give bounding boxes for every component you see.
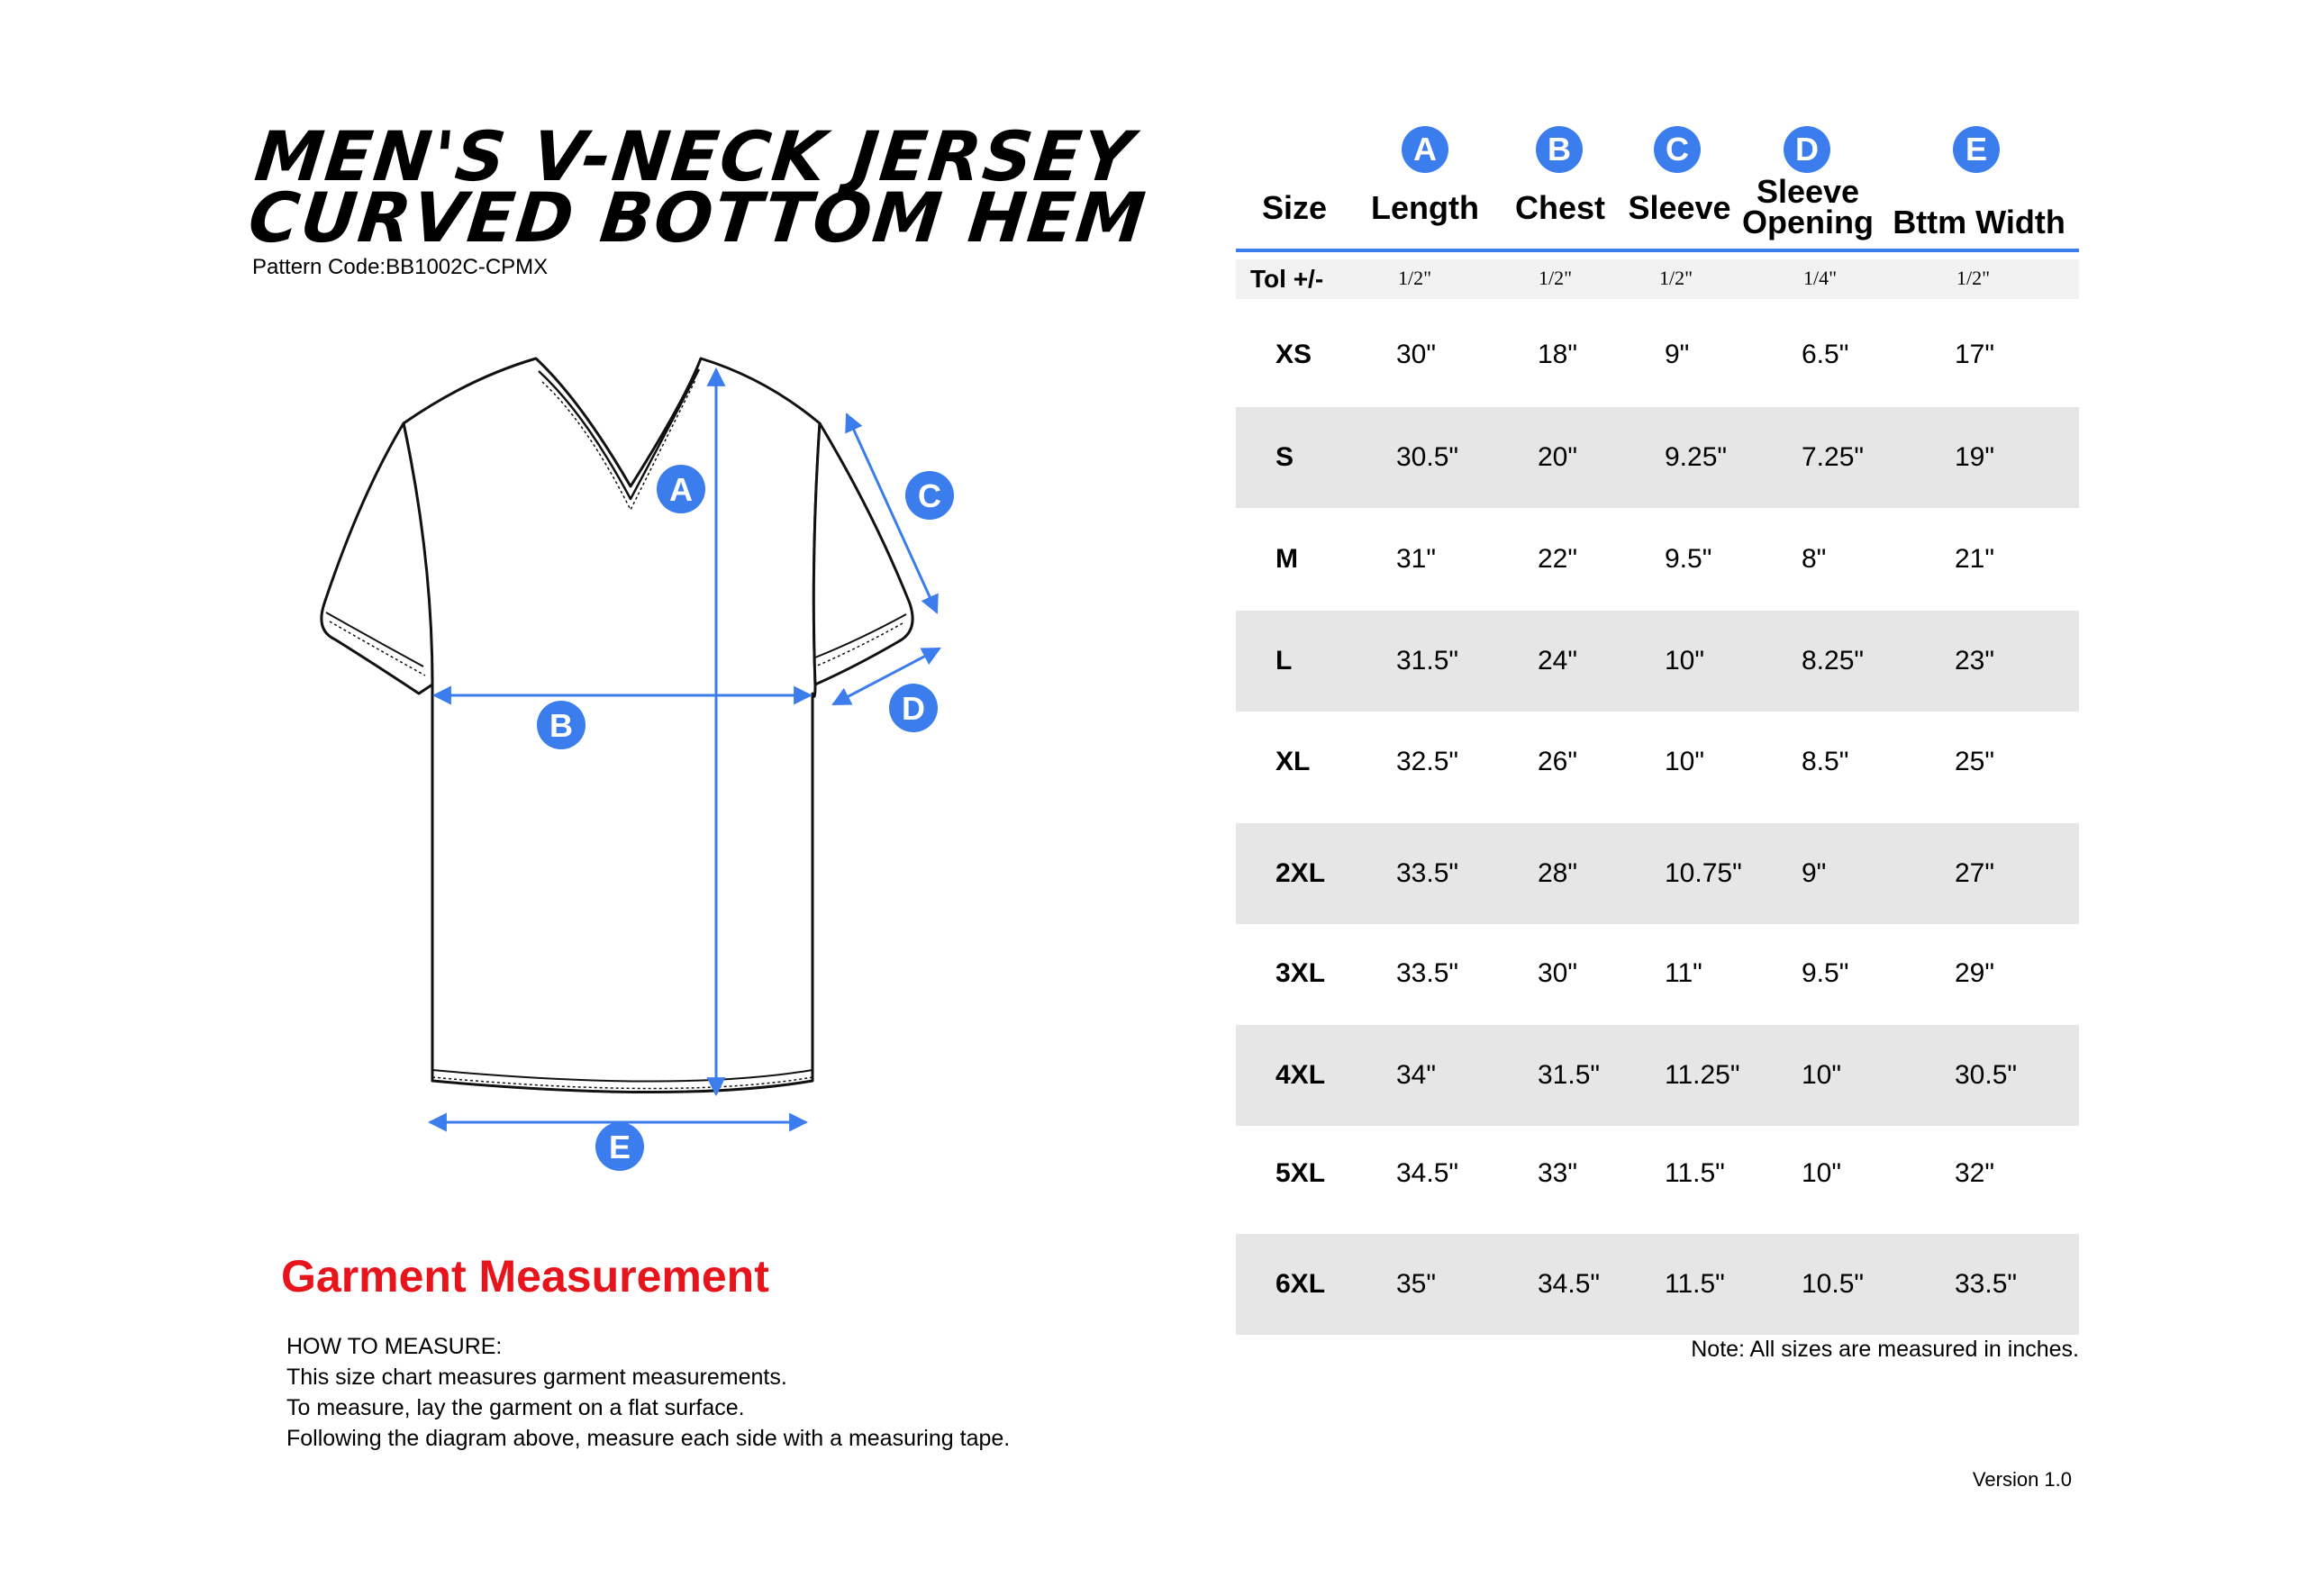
size-label: M: [1276, 544, 1298, 574]
measurement-cell: 28": [1538, 858, 1578, 888]
measurement-cell: 33.5": [1955, 1269, 2018, 1299]
size-label: 2XL: [1276, 858, 1326, 888]
measurement-cell: 10": [1802, 1060, 1842, 1090]
badge-e: E: [1953, 126, 2000, 173]
measurement-cell: 22": [1538, 544, 1578, 574]
diagram-label-a: A: [669, 471, 693, 508]
measurement-cell: 9.5": [1665, 544, 1712, 574]
measurement-cell: 11.5": [1665, 1269, 1725, 1299]
size-row: [1236, 1123, 2079, 1224]
measurement-cell: 29": [1955, 958, 1995, 988]
measurement-cell: 17": [1955, 340, 1995, 369]
measurement-cell: 9": [1802, 858, 1827, 888]
size-row: [1236, 712, 2079, 812]
measurement-cell: 6.5": [1802, 340, 1849, 369]
measurement-cell: 10": [1665, 747, 1705, 776]
size-label: 3XL: [1276, 958, 1326, 988]
garment-measurement-title: Garment Measurement: [281, 1251, 769, 1301]
measurement-cell: 24": [1538, 646, 1578, 676]
badge-a: A: [1402, 126, 1448, 173]
measurement-cell: 11.5": [1665, 1158, 1725, 1188]
measurement-cell: 18": [1538, 340, 1578, 369]
measurement-cell: 26": [1538, 747, 1578, 776]
tolerance-cell: 1/2": [1956, 267, 1991, 289]
size-row: [1236, 611, 2079, 712]
header-bottom-width: Bttm Width: [1893, 204, 2065, 240]
header-length: Length: [1371, 189, 1479, 226]
tolerance-row: [1236, 259, 2079, 299]
measurement-cell: 34.5": [1538, 1269, 1601, 1299]
diagram-label-d: D: [902, 690, 925, 727]
measurement-cell: 33.5": [1396, 958, 1459, 988]
diagram-label-b: B: [549, 707, 573, 744]
size-label: L: [1276, 646, 1293, 676]
howto-line: To measure, lay the garment on a flat surface.: [286, 1395, 745, 1420]
diagram-label-c: C: [918, 477, 941, 514]
diagram-label-e: E: [608, 1129, 631, 1165]
howto-line: Following the diagram above, measure each side with a measuring tape.: [286, 1426, 1011, 1451]
size-label: XL: [1276, 747, 1311, 776]
tolerance-cell: 1/4": [1803, 267, 1838, 289]
measurement-cell: 30.5": [1396, 442, 1459, 472]
measurement-cell: 30": [1396, 340, 1437, 369]
header-opening-line1: Sleeve: [1756, 173, 1860, 210]
measurement-cell: 33": [1538, 1158, 1578, 1188]
measurement-cell: 35": [1396, 1269, 1437, 1299]
measurement-cell: 31.5": [1396, 646, 1459, 676]
how-to-measure: [286, 1331, 1010, 1454]
measurement-cell: 7.25": [1802, 442, 1865, 472]
tolerance-cell: 1/2": [1539, 267, 1573, 289]
size-label: S: [1276, 442, 1294, 472]
size-row: [1236, 407, 2079, 508]
size-row: [1236, 304, 2079, 405]
measurement-cell: 32.5": [1396, 747, 1459, 776]
measurement-cell: 11.25": [1665, 1060, 1740, 1090]
measurement-cell: 10.75": [1665, 858, 1742, 888]
size-table: [1236, 126, 2079, 1333]
measurement-cell: 10.5": [1802, 1269, 1865, 1299]
jersey-outline: [322, 358, 912, 1093]
tolerance-cell: 1/2": [1398, 267, 1432, 289]
title-line-1: MEN'S V-NECK JERSEY: [250, 116, 1139, 196]
measurement-cell: 19": [1955, 442, 1995, 472]
header-opening-line2: Opening: [1742, 204, 1874, 240]
measurement-cell: 11": [1665, 958, 1702, 988]
size-row: [1236, 509, 2079, 610]
howto-line: HOW TO MEASURE:: [286, 1334, 503, 1359]
title-line-2: CURVED BOTTOM HEM: [244, 177, 1151, 258]
size-row: [1236, 1234, 2079, 1335]
measurement-cell: 32": [1955, 1158, 1995, 1188]
header-size: Size: [1261, 189, 1328, 226]
tolerance-cell: 1/2": [1659, 267, 1693, 289]
measurement-cell: 9.25": [1665, 442, 1728, 472]
jersey-diagram: [297, 333, 1000, 1198]
measurement-cell: 30.5": [1955, 1060, 2018, 1090]
measurement-cell: 31": [1396, 544, 1437, 574]
measurement-cell: 34.5": [1396, 1158, 1459, 1188]
badge-d: D: [1784, 126, 1830, 173]
page-title: [244, 116, 1156, 258]
size-label: 4XL: [1276, 1060, 1326, 1090]
pattern-code: Pattern Code:BB1002C-CPMX: [252, 255, 549, 279]
size-row: [1236, 923, 2079, 1024]
measurement-cell: 21": [1955, 544, 1995, 574]
size-label: 5XL: [1276, 1158, 1326, 1188]
tolerance-label: Tol +/-: [1250, 265, 1324, 293]
size-row: [1236, 823, 2079, 924]
size-label: 6XL: [1276, 1269, 1326, 1299]
header-chest: Chest: [1514, 189, 1606, 226]
header-sleeve-opening: [1740, 173, 1875, 240]
measurement-cell: 33.5": [1396, 858, 1459, 888]
measurement-cell: 34": [1396, 1060, 1437, 1090]
units-note: Note: All sizes are measured in inches.: [1691, 1337, 2079, 1362]
measurement-cell: 8": [1802, 544, 1827, 574]
badge-c: C: [1654, 126, 1701, 173]
measurement-cell: 27": [1955, 858, 1995, 888]
measurement-cell: 25": [1955, 747, 1995, 776]
measurement-cell: 8.5": [1802, 747, 1849, 776]
measurement-cell: 8.25": [1802, 646, 1865, 676]
header-divider: [1236, 249, 2079, 252]
measurement-cell: 23": [1955, 646, 1995, 676]
measurement-cell: 9.5": [1802, 958, 1849, 988]
header-sleeve: Sleeve: [1628, 189, 1731, 226]
size-row: [1236, 1025, 2079, 1126]
measurement-cell: 20": [1538, 442, 1578, 472]
measurement-cell: 10": [1665, 646, 1705, 676]
measurement-cell: 30": [1538, 958, 1578, 988]
measurement-cell: 9": [1665, 340, 1690, 369]
version-label: Version 1.0: [1972, 1468, 2072, 1491]
measurement-cell: 31.5": [1538, 1060, 1601, 1090]
size-label: XS: [1276, 340, 1312, 369]
howto-line: This size chart measures garment measurements.: [286, 1365, 787, 1390]
measurement-cell: 10": [1802, 1158, 1842, 1188]
badge-b: B: [1536, 126, 1583, 173]
